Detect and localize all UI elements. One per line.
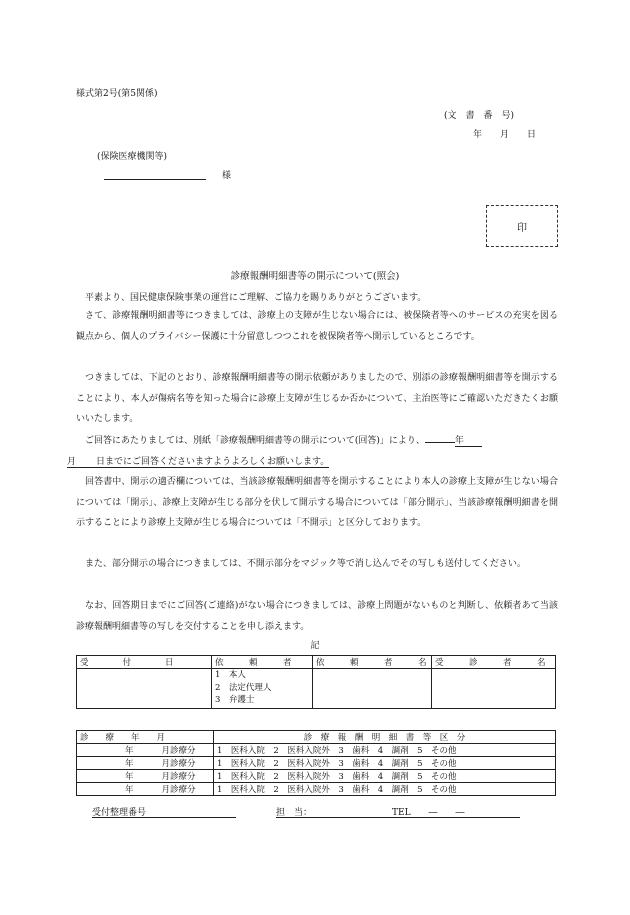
row-year: 年 [125, 785, 134, 795]
category-options-cell: 1 医科入院 2 医科入院外 3 歯科 4 調剤 5 その他 [214, 783, 556, 796]
header-patient-name: 受 診 者 名 [432, 656, 556, 669]
paragraph-request: つきましては、下記のとおり、診療報酬明細書等の開示依頼がありましたので、別添の診療報酬明細書等を開示することにより、本人が傷病名等を知った場合に診療上支障が生じるか否かについて、主治医等にご確認いただきたくお願いいたします。 [76, 373, 558, 424]
addressee-blank-line [104, 178, 206, 180]
header-treatment-month: 診 療 年 月 [77, 731, 214, 744]
paragraph-no-reply: なお、回答期日までにご回答(ご連絡)がない場合につきましては、診療上問題がないものと判断し、依頼者あて当該診療報酬明細書等の写しを交付することを申し添えます。 [76, 601, 558, 632]
document-number-label: (文 書 番 号) [444, 111, 515, 121]
request-table [76, 655, 556, 709]
reception-date-cell [77, 669, 212, 709]
category-options-cell: 1 医科入院 2 医科入院外 3 歯科 4 調剤 5 その他 [214, 757, 556, 770]
reply-request-text: ご回答にあたりましては、別紙「診療報酬明細書等の開示について(回答)」により、 [85, 436, 425, 446]
requester-name-cell [313, 669, 432, 709]
document-title: 診療報酬明細書等の開示について(照会) [230, 271, 400, 282]
table-row [77, 757, 556, 770]
table-row [77, 770, 556, 783]
row-month: 月診療分 [161, 785, 196, 795]
category-options-cell: 1 医科入院 2 医科入院外 3 歯科 4 調剤 5 その他 [214, 770, 556, 783]
seal-label: 印 [517, 222, 527, 234]
row-year: 年 [125, 772, 134, 782]
row-year: 年 [125, 759, 134, 769]
header-requester-name: 依 頼 者 名 [313, 656, 432, 669]
treatment-month-cell [77, 770, 214, 783]
ki-label: 記 [310, 641, 320, 651]
reply-month-label: 月 [67, 457, 92, 468]
table-row [77, 744, 556, 757]
reply-day-text: 日までにご回答くださいますようよろしくお願いします。 [92, 457, 329, 468]
header-reception-date: 受 付 日 [77, 656, 212, 669]
treatment-month-cell [77, 757, 214, 770]
treatment-month-cell [77, 783, 214, 796]
paragraph-disclosure-categories: 回答書中、開示の適否欄については、当該診療報酬明細書等を開示することにより本人の診療上支障が生じない場合については「開示」、診療上支障が生じる部分を伏して開示する場合については「部分開示」、当該診療報酬明細書を開示することにより診療上支障が生じる場合については「不開示」と区分しております。 [76, 477, 558, 528]
reception-number-label: 受付整理番号 [92, 808, 147, 818]
row-month: 月診療分 [161, 772, 196, 782]
requester-type-cell [212, 669, 313, 709]
year-blank [425, 432, 455, 443]
paragraph-partial-disclosure: また、部分開示の場合につきましては、不開示部分をマジック等で消し込んでその写しも送付してください。 [85, 559, 526, 569]
category-options-cell: 1 医科入院 2 医科入院外 3 歯科 4 調剤 5 その他 [214, 744, 556, 757]
requester-option-3: 3 弁護士 [215, 695, 255, 705]
institution-label: (保険医療機関等) [97, 152, 168, 162]
paragraph-purpose: さて、診療報酬明細書等につきましては、診療上の支障が生じない場合には、被保険者等へのサービスの充実を図る観点から、個人のプライバシー保護に十分留意しつつこれを被保険者等へ開示しているところです。 [76, 311, 558, 342]
header-requester: 依 頼 者 [212, 656, 313, 669]
paragraph-reply-deadline [67, 431, 558, 472]
reply-year-label: 年 [455, 436, 482, 447]
tel-label: TEL ― ― [392, 808, 465, 818]
table-row [77, 783, 556, 796]
reception-number-field [92, 805, 236, 818]
contact-field [276, 805, 520, 818]
form-number: 様式第2号(第5関係) [76, 89, 158, 99]
statement-table [76, 730, 556, 796]
requester-option-2: 2 法定代理人 [215, 682, 272, 693]
seal-box [486, 205, 558, 247]
row-month: 月診療分 [161, 746, 196, 756]
honorific: 様 [222, 171, 232, 181]
date-label: 年 月 日 [473, 130, 537, 140]
header-statement-category: 診 療 報 酬 明 細 書 等 区 分 [214, 731, 556, 744]
treatment-month-cell [77, 744, 214, 757]
contact-label: 担 当： [276, 808, 313, 818]
row-year: 年 [125, 746, 134, 756]
paragraph-greeting: 平素より、国民健康保険事業の運営にご理解、ご協力を賜りありがとうございます。 [85, 293, 427, 303]
row-month: 月診療分 [161, 759, 196, 769]
patient-name-cell [432, 669, 556, 709]
requester-option-1: 1 本人 [215, 670, 246, 680]
